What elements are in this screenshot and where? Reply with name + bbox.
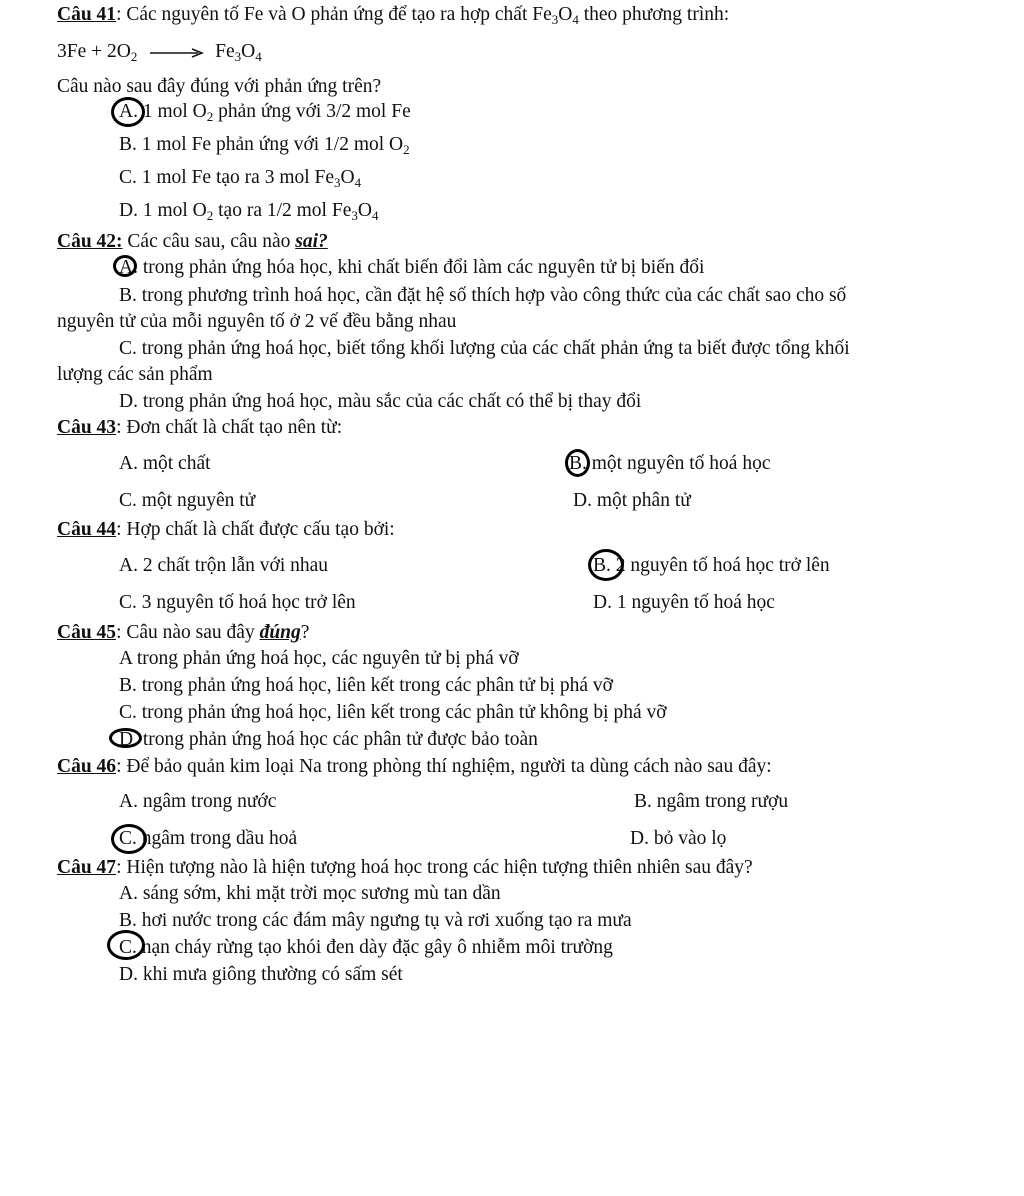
- q46-option-c[interactable]: C. ngâm trong dầu hoả: [119, 828, 298, 849]
- equation: $3Fe + 2O_2$ $Fe_3O_4$: [57, 41, 262, 64]
- q43-option-a[interactable]: A. một chất: [119, 453, 211, 474]
- answer-circle-icon: [109, 728, 142, 748]
- q46-option-a[interactable]: A. ngâm trong nước: [119, 791, 277, 812]
- q44-option-c[interactable]: C. 3 nguyên tố hoá học trở lên: [119, 592, 356, 613]
- q43-option-c[interactable]: C. một nguyên tử: [119, 490, 256, 511]
- q42-option-c-cont: lượng các sản phẩm: [57, 364, 213, 385]
- q47-option-b[interactable]: B. hơi nước trong các đám mây ngưng tụ và rơi xuống tạo ra mưa: [119, 910, 632, 931]
- answer-circle-icon: [588, 549, 624, 581]
- q47-option-d[interactable]: D. khi mưa giông thường có sấm sét: [119, 964, 403, 985]
- q44-option-b[interactable]: B. 2 nguyên tố hoá học trở lên: [593, 555, 830, 576]
- answer-circle-icon: [111, 97, 145, 127]
- question-46-title: Câu 46: Để bảo quản kim loại Na trong phòng thí nghiệm, người ta dùng cách nào sau đây:: [57, 756, 772, 777]
- q43-option-b[interactable]: B. một nguyên tố hoá học: [569, 453, 771, 474]
- q42-option-b-cont: nguyên tử của mỗi nguyên tố ở 2 vế đều bằng nhau: [57, 311, 457, 332]
- question-42-title: Câu 42: Các câu sau, câu nào sai?: [57, 231, 328, 252]
- q47-option-a[interactable]: A. sáng sớm, khi mặt trời mọc sương mù tan dần: [119, 883, 501, 904]
- q43-option-d[interactable]: D. một phân tử: [573, 490, 691, 511]
- q44-option-d[interactable]: D. 1 nguyên tố hoá học: [593, 592, 775, 613]
- answer-circle-icon: [111, 824, 147, 854]
- q41-option-b[interactable]: B. 1 mol Fe phản ứng với 1/2 mol $O_2$: [119, 134, 410, 157]
- question-41-prompt: Câu nào sau đây đúng với phản ứng trên?: [57, 76, 382, 97]
- q41-option-d[interactable]: D. 1 mol $O_2$ tạo ra 1/2 mol $Fe_3O_4$: [119, 200, 379, 223]
- question-44-title: Câu 44: Hợp chất là chất được cấu tạo bởi:: [57, 519, 395, 540]
- q42-option-b[interactable]: B. trong phương trình hoá học, cần đặt hệ số thích hợp vào công thức của các chất sao cho số: [119, 285, 847, 306]
- q45-option-d[interactable]: D. trong phản ứng hoá học các phân tử được bảo toàn: [119, 729, 538, 750]
- q42-option-d[interactable]: D. trong phản ứng hoá học, màu sắc của các chất có thể bị thay đổi: [119, 391, 642, 412]
- q45-option-a[interactable]: A trong phản ứng hoá học, các nguyên tử bị phá vỡ: [119, 648, 519, 669]
- q42-option-c[interactable]: C. trong phản ứng hoá học, biết tổng khối lượng của các chất phản ứng ta biết được tổng khối: [119, 338, 850, 359]
- q41-option-c[interactable]: C. 1 mol Fe tạo ra 3 mol $Fe_3O_4$: [119, 167, 362, 190]
- q45-option-c[interactable]: C. trong phản ứng hoá học, liên kết trong các phân tử không bị phá vỡ: [119, 702, 667, 723]
- question-43-title: Câu 43: Đơn chất là chất tạo nên từ:: [57, 417, 343, 438]
- question-41-title: Câu 41: Các nguyên tố Fe và O phản ứng để tạo ra hợp chất $Fe_3O_4$ theo phương trình:: [57, 4, 730, 27]
- question-41-label: Câu 41: [57, 4, 117, 25]
- q42-option-a[interactable]: A. trong phản ứng hóa học, khi chất biến đổi làm các nguyên tử bị biến đổi: [119, 257, 705, 278]
- q46-option-b[interactable]: B. ngâm trong rượu: [634, 791, 789, 812]
- q45-option-b[interactable]: B. trong phản ứng hoá học, liên kết trong các phân tử bị phá vỡ: [119, 675, 613, 696]
- q44-option-a[interactable]: A. 2 chất trộn lẫn với nhau: [119, 555, 329, 576]
- question-47-title: Câu 47: Hiện tượng nào là hiện tượng hoá học trong các hiện tượng thiên nhiên sau đây?: [57, 857, 753, 878]
- q46-option-d[interactable]: D. bỏ vào lọ: [630, 828, 727, 849]
- answer-circle-icon: [113, 255, 137, 277]
- question-45-title: Câu 45: Câu nào sau đây đúng?: [57, 622, 310, 643]
- reaction-arrow-icon: [148, 47, 204, 59]
- q41-option-a[interactable]: A. 1 mol $O_2$ phản ứng với 3/2 mol Fe: [119, 101, 411, 124]
- q47-option-c[interactable]: C. nạn cháy rừng tạo khói đen dày đặc gây ô nhiễm môi trường: [119, 937, 613, 958]
- answer-circle-icon: [565, 449, 590, 477]
- answer-circle-icon: [107, 930, 145, 960]
